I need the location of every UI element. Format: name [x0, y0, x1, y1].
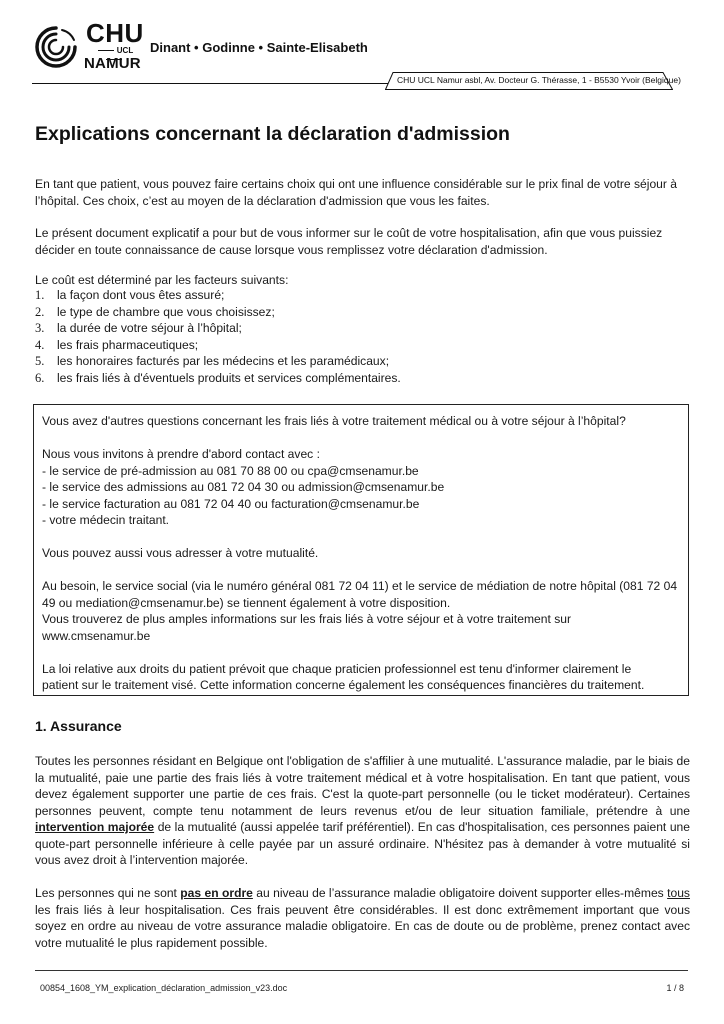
header-divider	[32, 83, 392, 84]
section-heading-assurance: 1. Assurance	[35, 718, 122, 734]
address-banner	[385, 72, 681, 90]
contact-info-box	[33, 404, 689, 696]
cost-factors-list	[35, 287, 401, 386]
more-info-line-1: Vous trouverez de plus amples informations sur les frais liés à votre séjour et à votre traitement sur	[42, 612, 572, 626]
list-item	[35, 304, 401, 321]
website-link[interactable]: www.cmsenamur.be	[42, 628, 151, 643]
assurance-paragraph-2	[35, 885, 690, 951]
page-title: Explications concernant la déclaration d'admission	[35, 123, 510, 145]
text-run: les frais liés à leur hospitalisation. Ces frais peuvent être considérables. Il est donc extrêmement important que vous soyez en ordre au niveau de votre assurance maladie obligatoire. En cas de doute ou de problème, prenez contact avec votre mutualité le plus rapidement possible.	[35, 902, 690, 950]
logo-spiral-icon	[32, 24, 80, 70]
mutualite-text: Vous pouvez aussi vous adresser à votre mutualité.	[42, 546, 319, 560]
list-item	[35, 353, 401, 370]
text-run: Toutes les personnes résidant en Belgique ont l'obligation de s'affilier à une mutualité. L'assurance maladie, par le biais de la mutualité, paie une partie des frais liés à votre traitement médical et à votre hospitalisation. En tant que patient, vous devez également supporter une partie de ces frais. C'est la quote-part personnelle (ou le ticket modérateur). Certaines personnes peuvent, compte tenu notamment de leurs revenus et/ou de leur situation familiale, prétendre à une	[35, 754, 690, 818]
list-item-text: la façon dont vous êtes assuré;	[57, 288, 225, 302]
social-service-line-2: 49 ou mediation@cmsenamur.be) se tiennent également à votre disposition.	[42, 595, 451, 610]
list-item-text: le type de chambre que vous choisissez;	[57, 304, 275, 319]
list-item-number: 2.	[35, 304, 45, 319]
logo-ucl-text: UCL	[86, 46, 142, 64]
text-run: de la mutualité (aussi appelée tarif préférentiel). En cas d'hospitalisation, ces personnes paient une quote-part personnelle inférieure à celle payée par un assuré ordinaire. N'hésitez pas à demander à votre mutualité si vous avez droit à l’intervention majorée.	[35, 820, 690, 867]
questions-text: Vous avez d'autres questions concernant les frais liés à votre traitement médical ou à votre séjour à l’hôpital?	[42, 414, 626, 428]
tous-emphasis: tous	[667, 886, 690, 900]
list-item-text: les frais pharmaceutiques;	[57, 337, 199, 352]
patient-rights-line-1: La loi relative aux droits du patient prévoit que chaque praticien professionnel est tenu d'informer clairement le	[42, 661, 632, 676]
list-item-number: 3.	[35, 321, 45, 335]
social-service-line-1: Au besoin, le service social (via le numéro général 081 72 04 11) et le service de médiation de notre hôpital (081 72 04	[42, 579, 678, 593]
hospital-sites: Dinant • Godinne • Sainte-Elisabeth	[150, 40, 368, 55]
list-item-number: 4.	[35, 337, 45, 352]
pas-en-ordre-emphasis: pas en ordre	[180, 886, 253, 900]
document-filename: 00854_1608_YM_explication_déclaration_admission_v23.doc	[40, 983, 288, 993]
intervention-majoree-emphasis: intervention majorée	[35, 820, 155, 834]
chu-logo	[32, 18, 144, 74]
contact-admissions: - le service des admissions au 081 72 04 30 ou admission@cmsenamur.be	[42, 480, 445, 494]
intro-paragraph-1: En tant que patient, vous pouvez faire certains choix qui ont une influence considérable sur le prix final de votre séjour à l’hôpital. Ces choix, c’est au moyen de la déclaration d'admission que vous les faites.	[35, 177, 678, 208]
list-item	[35, 337, 401, 354]
list-item-number: 1.	[35, 288, 45, 302]
list-item-text: les frais liés à d'éventuels produits et services complémentaires.	[57, 370, 401, 385]
contact-preadmission: - le service de pré-admission au 081 70 88 00 ou cpa@cmsenamur.be	[42, 463, 419, 478]
factors-intro: Le coût est déterminé par les facteurs suivants:	[35, 273, 289, 287]
contact-intro: Nous vous invitons à prendre d'abord contact avec :	[42, 447, 320, 461]
logo-namur-text: NAMUR	[84, 55, 141, 72]
patient-rights-line-2: patient sur le traitement visé. Cette information concerne également les conséquences financières du traitement.	[42, 678, 645, 692]
list-item	[35, 287, 401, 304]
hospital-address: CHU UCL Namur asbl, Av. Docteur G. Thérasse, 1 - B5530 Yvoir (Belgique)	[397, 75, 681, 85]
list-item-text: la durée de votre séjour à l’hôpital;	[57, 321, 242, 335]
list-item-number: 6.	[35, 370, 45, 385]
contact-doctor: - votre médecin traitant.	[42, 513, 170, 527]
intro-paragraph-2: Le présent document explicatif a pour but de vous informer sur le coût de votre hospitalisation, afin que vous puissiez décider en toute connaissance de cause lorsque vous remplissez votre déclaration d'admission.	[35, 226, 663, 257]
contact-billing: - le service facturation au 081 72 04 40 ou facturation@cmsenamur.be	[42, 496, 420, 511]
list-item-number: 5.	[35, 354, 45, 368]
list-item	[35, 370, 401, 387]
text-run: Les personnes qui ne sont	[35, 886, 177, 900]
assurance-paragraph-1	[35, 753, 690, 869]
footer-divider	[35, 970, 688, 971]
text-run: au niveau de l’assurance maladie obligatoire doivent supporter elles-mêmes	[256, 886, 664, 900]
list-item	[35, 320, 401, 337]
page-number: 1 / 8	[666, 983, 684, 993]
logo-chu-text: CHU	[86, 18, 144, 48]
list-item-text: les honoraires facturés par les médecins et les paramédicaux;	[57, 354, 390, 368]
